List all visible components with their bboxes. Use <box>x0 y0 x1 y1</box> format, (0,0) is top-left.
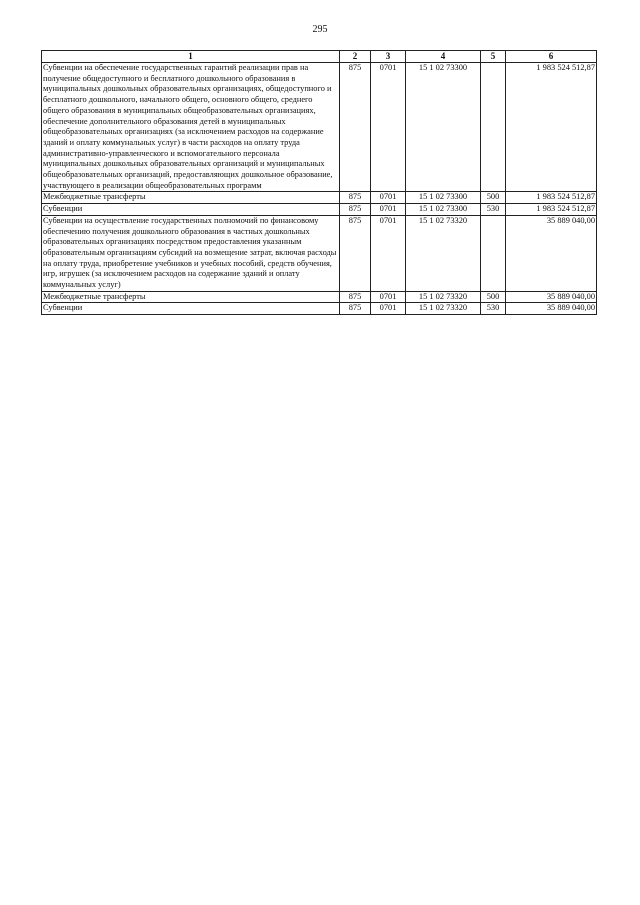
row-name: Субвенции <box>42 204 340 216</box>
row-grbs: 875 <box>340 204 371 216</box>
row-name: Межбюджетные трансферты <box>42 192 340 204</box>
row-grbs: 875 <box>340 63 371 192</box>
row-grbs: 875 <box>340 291 371 303</box>
table-row <box>42 291 597 303</box>
column-header-5: 5 <box>481 51 506 63</box>
row-target: 15 1 02 73300 <box>406 204 481 216</box>
row-target: 15 1 02 73320 <box>406 303 481 315</box>
row-section: 0701 <box>371 204 406 216</box>
row-sum: 35 889 040,00 <box>506 215 597 291</box>
table-row <box>42 303 597 315</box>
row-section: 0701 <box>371 192 406 204</box>
row-grbs: 875 <box>340 192 371 204</box>
row-name: Субвенции на обеспечение государственных гарантий реализации прав на получение общедоступного и бесплатного дошкольного образования в муниципальных дошкольных образовательных организациях, общедоступного и бесплатного дошкольного, начального общего, основного общего, среднего общего образования в муниципальных общеобразовательных организациях, обеспечение дополнительного образования детей в муниципальных общеобразовательных организациях (за исключением расходов на содержание зданий и оплату коммунальных услуг) в части расходов на оплату труда административно-управленческого и вспомогательного персонала муниципальных дошкольных образовательных организаций и муниципальных общеобразовательных организаций, предоставляющих дошкольное образование, участвующего в реализации общеобразовательных программ <box>42 63 340 192</box>
column-header-1: 1 <box>42 51 340 63</box>
row-section: 0701 <box>371 215 406 291</box>
row-target: 15 1 02 73300 <box>406 192 481 204</box>
row-vr: 530 <box>481 303 506 315</box>
row-name: Межбюджетные трансферты <box>42 291 340 303</box>
row-grbs: 875 <box>340 303 371 315</box>
row-sum: 1 983 524 512,87 <box>506 204 597 216</box>
row-grbs: 875 <box>340 215 371 291</box>
row-vr: 500 <box>481 291 506 303</box>
column-header-2: 2 <box>340 51 371 63</box>
table-row <box>42 215 597 291</box>
row-name: Субвенции на осуществление государственных полномочий по финансовому обеспечению получения дошкольного образования в частных дошкольных образовательных организациях посредством предоставления указанным образовательным организациям субсидий на возмещение затрат, включая расходы на оплату труда, приобретение учебников и учебных пособий, средств обучения, игр, игрушек (за исключением расходов на содержание зданий и оплату коммунальных услуг) <box>42 215 340 291</box>
row-sum: 1 983 524 512,87 <box>506 63 597 192</box>
table-row <box>42 204 597 216</box>
row-name: Субвенции <box>42 303 340 315</box>
row-vr <box>481 63 506 192</box>
row-sum: 35 889 040,00 <box>506 303 597 315</box>
row-section: 0701 <box>371 291 406 303</box>
row-section: 0701 <box>371 63 406 192</box>
page-number: 295 <box>312 24 328 35</box>
column-header-4: 4 <box>406 51 481 63</box>
table-row <box>42 63 597 192</box>
column-header-6: 6 <box>506 51 597 63</box>
budget-table <box>41 50 597 315</box>
row-target: 15 1 02 73320 <box>406 215 481 291</box>
table-header-row <box>42 51 597 63</box>
row-sum: 1 983 524 512,87 <box>506 192 597 204</box>
row-target: 15 1 02 73300 <box>406 63 481 192</box>
row-target: 15 1 02 73320 <box>406 291 481 303</box>
row-vr: 530 <box>481 204 506 216</box>
column-header-3: 3 <box>371 51 406 63</box>
row-sum: 35 889 040,00 <box>506 291 597 303</box>
table-row <box>42 192 597 204</box>
row-section: 0701 <box>371 303 406 315</box>
row-vr: 500 <box>481 192 506 204</box>
row-vr <box>481 215 506 291</box>
